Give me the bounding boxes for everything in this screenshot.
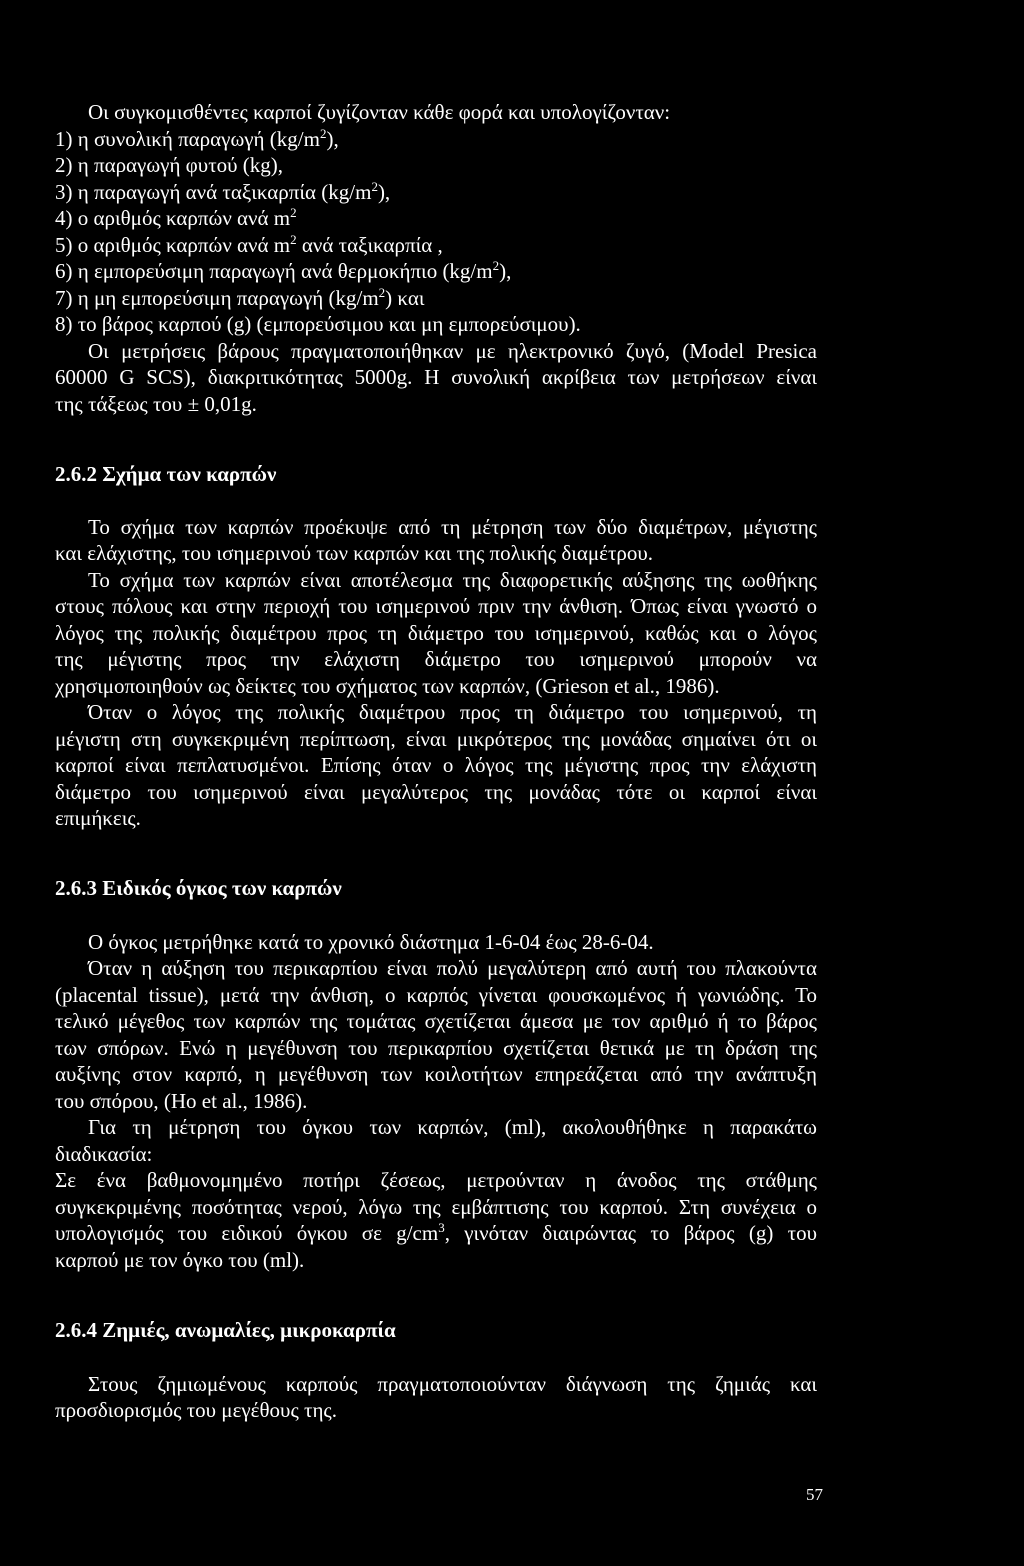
volume-line-8: Για τη μέτρηση του όγκου των καρπών, (ml), ακολουθήθηκε η παρακάτω <box>88 1115 817 1139</box>
list-item-3: 3) η παραγωγή ανά ταξικαρπία $(kg/m^2)$, <box>55 179 391 204</box>
shape-line-3: Το σχήμα των καρπών είναι αποτέλεσμα της διαφορετικής αύξησης της ωοθήκης <box>88 568 817 592</box>
list-item-2: 2) η παραγωγή φυτού (kg), <box>55 153 284 177</box>
volume-line-5: των σπόρων. Ενώ η μεγέθυνση του περικαρπίου σχετίζεται θετικά με τη δράση της <box>55 1036 817 1060</box>
shape-line-5: λόγος της πολικής διαμέτρου προς τη διάμετρο του ισημερινού, καθώς και ο λόγος <box>55 621 817 645</box>
volume-line-13: καρπού με τον όγκο του (ml). <box>55 1248 305 1272</box>
page-number: 57 <box>806 1485 823 1504</box>
damage-line-2: προσδιορισμός του μεγέθους της. <box>55 1398 337 1422</box>
volume-line-10: Σε ένα βαθμονομημένο ποτήρι ζέσεως, μετρούνταν η άνοδος της στάθμης <box>55 1168 817 1192</box>
section-heading-2-6-3: 2.6.3 Ειδικός όγκος των καρπών <box>55 876 342 900</box>
shape-line-11: διάμετρο του ισημερινού είναι μεγαλύτερος της μονάδας τότε οι καρποί είναι <box>55 780 817 804</box>
shape-line-2: και ελάχιστης, του ισημερινού των καρπών και της πολικής διαμέτρου. <box>55 541 654 565</box>
volume-line-9: διαδικασία: <box>55 1142 153 1166</box>
measure-line-1: Οι μετρήσεις βάρους πραγματοποιήθηκαν με ηλεκτρονικό ζυγό, (Model Presica <box>88 339 817 363</box>
shape-line-9: μέγιστη στη συγκεκριμένη περίπτωση, είναι μικρότερος της μονάδας σημαίνει ότι οι <box>55 727 817 751</box>
shape-line-7: χρησιμοποιηθούν ως δείκτες του σχήματος των καρπών, (Grieson et al., 1986). <box>55 674 720 698</box>
volume-line-3: (placental tissue), μετά την άνθιση, ο καρπός γίνεται φουσκωμένος ή γωνιώδης. Το <box>55 983 817 1007</box>
list-item-8: 8) το βάρος καρπού (g) (εμπορεύσιμου και μη εμπορεύσιμου). <box>55 312 581 336</box>
measure-line-3: της τάξεως του ± 0,01g. <box>55 392 257 416</box>
volume-line-12: υπολογισμός του ειδικού όγκου σε $g/cm^3$, γινόταν διαιρώντας το βάρος (g) του <box>55 1220 817 1245</box>
measure-line-2: 60000 G SCS), διακριτικότητας 5000g. Η συνολική ακρίβεια των μετρήσεων είναι <box>55 365 817 389</box>
intro-lead: Οι συγκομισθέντες καρποί ζυγίζονταν κάθε φορά και υπολογίζονταν: <box>88 100 671 124</box>
shape-line-10: καρποί είναι πεπλατυσμένοι. Επίσης όταν ο λόγος της μέγιστης προς την ελάχιστη <box>55 753 817 777</box>
section-heading-2-6-4: 2.6.4 Ζημιές, ανωμαλίες, μικροκαρπία <box>55 1318 396 1342</box>
list-item-7: 7) η μη εμπορεύσιμη παραγωγή $(kg/m^2)$ και <box>55 285 425 310</box>
list-item-5: 5) ο αριθμός καρπών ανά $m^2$ ανά ταξικαρπία , <box>55 232 443 257</box>
shape-line-6: της μέγιστης προς την ελάχιστη διάμετρο του ισημερινού μπορούν να <box>55 647 817 671</box>
shape-line-12: επιμήκεις. <box>55 806 141 830</box>
volume-line-7: του σπόρου, (Ho et al., 1986). <box>55 1089 308 1113</box>
section-heading-2-6-2: 2.6.2 Σχήμα των καρπών <box>55 462 277 486</box>
volume-line-6: αυξίνης στον καρπό, η μεγέθυνση των κοιλοτήτων επηρεάζεται από την ανάπτυξη <box>55 1062 817 1086</box>
volume-line-2: Όταν η αύξηση του περικαρπίου είναι πολύ μεγαλύτερη από αυτή του πλακούντα <box>88 956 817 980</box>
shape-line-8: Όταν ο λόγος της πολικής διαμέτρου προς τη διάμετρο του ισημερινού, τη <box>88 700 817 724</box>
damage-line-1: Στους ζημιωμένους καρπούς πραγματοποιούνταν διάγνωση της ζημιάς και <box>88 1372 817 1396</box>
volume-line-1: Ο όγκος μετρήθηκε κατά το χρονικό διάστημα 1-6-04 έως 28-6-04. <box>88 930 654 954</box>
volume-line-11: συγκεκριμένης ποσότητας νερού, λόγω της εμβάπτισης του καρπού. Στη συνέχεια ο <box>55 1195 817 1219</box>
volume-line-4: τελικό μέγεθος των καρπών της τομάτας σχετίζεται άμεσα με τον αριθμό ή το βάρος <box>55 1009 817 1033</box>
shape-line-1: Το σχήμα των καρπών προέκυψε από τη μέτρηση των δύο διαμέτρων, μέγιστης <box>88 515 817 539</box>
shape-line-4: στους πόλους και στην περιοχή του ισημερινού πριν την άνθιση. Όπως είναι γνωστό ο <box>55 594 817 618</box>
list-item-6: 6) η εμπορεύσιμη παραγωγή ανά θερμοκήπιο $(kg/m^2)$, <box>55 258 512 283</box>
list-item-1: 1) η συνολική παραγωγή $(kg/m^2)$, <box>55 126 339 151</box>
list-item-4: 4) ο αριθμός καρπών ανά $m^2$ <box>55 205 297 230</box>
